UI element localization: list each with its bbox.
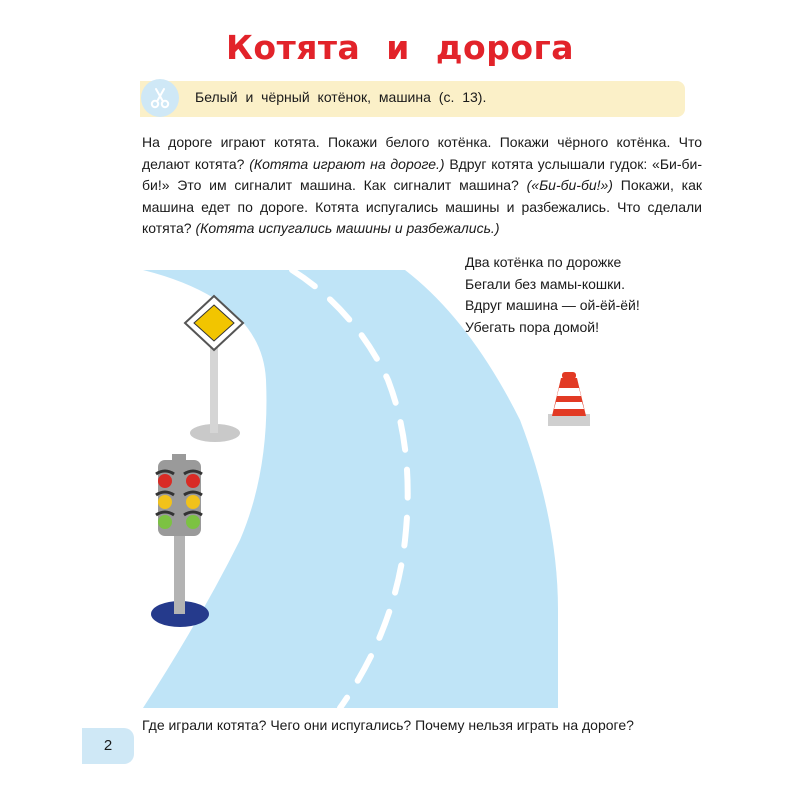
poem-line: Два котёнка по дорожке bbox=[465, 254, 622, 270]
page-title: Котята и дорога bbox=[225, 28, 575, 67]
poem-line: Бегали без мамы-кошки. bbox=[465, 275, 625, 292]
intro-answer: («Би-би-би!») bbox=[526, 177, 613, 193]
intro-answer: (Котята играют на дороге.) bbox=[249, 155, 445, 172]
intro-sentence: Покажи, как машина едет по дороге. Котята испугались машины и разбежались. Что сделали котята? bbox=[142, 177, 703, 236]
poem-line: Вдруг машина — ой-ёй-ёй! bbox=[465, 297, 640, 313]
poem bbox=[465, 252, 705, 338]
traffic-light-icon bbox=[151, 454, 209, 627]
intro-sentence: Вдруг котята услышали гудок: «Би-би-би!» Это им сигналит машина. Как сигналит машина? bbox=[142, 155, 703, 193]
question-text: Где играли котята? Чего они испугались? Почему нельзя играть на дороге? bbox=[142, 717, 634, 733]
priority-road-sign-icon bbox=[185, 296, 243, 442]
poem-line: Убегать пора домой! bbox=[465, 318, 600, 335]
page-number: 2 bbox=[103, 737, 113, 754]
intro-answer: (Котята испугались машины и разбежались.) bbox=[195, 220, 500, 236]
traffic-cone-icon bbox=[548, 372, 590, 426]
materials-text: Белый и чёрный котёнок, машина (с. 13). bbox=[195, 89, 487, 105]
intro-sentence: На дороге играют котята. Покажи белого котёнка. Покажи чёрного котёнка. Что делают котята? bbox=[142, 134, 702, 172]
